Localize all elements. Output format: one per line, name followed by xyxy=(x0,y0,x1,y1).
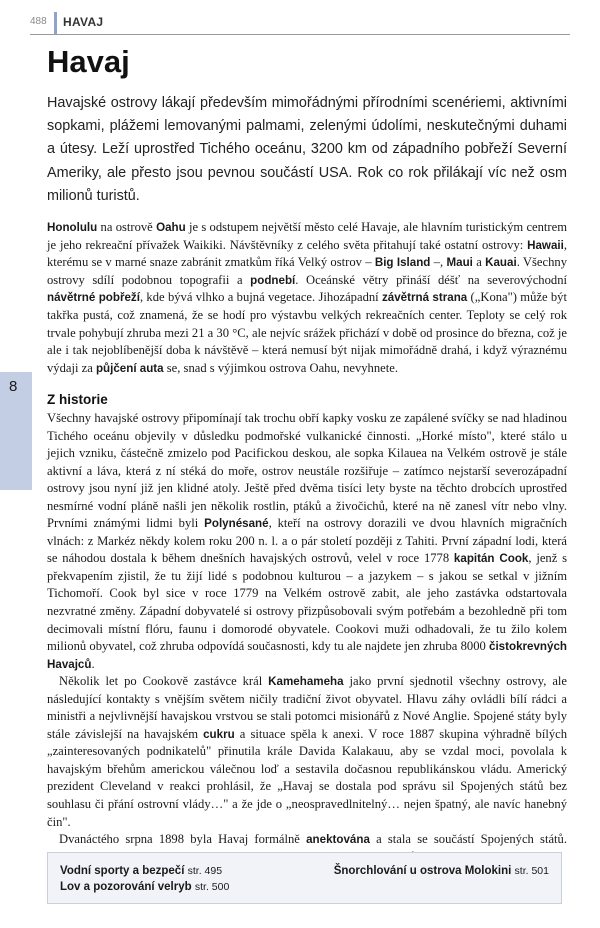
cross-reference-right xyxy=(334,863,549,879)
cross-reference-box xyxy=(47,852,562,904)
bold-term: čistokrevných Havajců xyxy=(47,640,567,671)
bold-term: podnebí xyxy=(250,273,296,287)
cross-reference-page: str. 500 xyxy=(194,881,230,893)
bold-term: Polynésané xyxy=(204,517,269,531)
lead-paragraph: Havajské ostrovy lákají především mimořádnými přírodními scenériemi, aktivními sopkami, plážemi lemovanými palmami, zelenými údolími, neskutečnými duhami a útesy. Leží uprostřed Tichého oceánu, 3200 km od západního pobřeží Severní Ameriky, ale přesto jsou pevnou součástí USA. Rok co rok přilákají víc než osm milionů turistů. xyxy=(47,95,567,204)
history-heading: Z historie xyxy=(47,392,108,407)
bold-term: Kauai xyxy=(485,256,517,270)
bold-term: Kamehameha xyxy=(268,675,344,689)
bold-term: závětrná strana xyxy=(381,291,468,305)
header-divider xyxy=(54,12,57,34)
cross-reference-page: str. 501 xyxy=(514,865,549,877)
page-title: Havaj xyxy=(47,44,130,79)
chapter-tab xyxy=(0,372,32,490)
history-paragraph-3: Dvanáctého srpna 1898 byla Havaj formálně anektována a stala se součástí Spojených států. xyxy=(59,832,567,847)
cross-reference-label: Šnorchlování u ostrova Molokini xyxy=(333,865,512,877)
bold-term: Hawaii xyxy=(527,238,564,252)
page-number: 488 xyxy=(30,16,47,27)
cross-reference-page: str. 495 xyxy=(187,865,223,877)
history-paragraph-1: Všechny havajské ostrovy připomínají tak trochu obří kapky vosku ze zapálené svíčky se nad hladinou Tichého oceánu objevily v důsledku podmořské vulkanické činnosti. „Horké místo", které stálo u jejich vzniku, částečně zmizelo pod Pacifickou deskou, ale sopka Kilauea na Velkém ostrově je stále aktivní a láva, která z ní stéká do moře, ostrov neustále rozšiřuje – zatímco nejstarší severozápadní ostrovy jsou nyní již jen klidné atoly. Ještě před dvěma tisíci lety byste na těchto drobcích uprostřed nesmírné vodní pláně našli jen několik rostlin, ptáků a živočichů, které na ně zanesl vítr nebo vlny. Prvními známými lidmi byli Polynésané, kteří na ostrovy dorazili ve dvou hlavních migračních vlnách: z Markéz někdy kolem roku 200 n. l. a o pár století později z Tahiti. První západní lodi, která se náhodou dostala k během dnešních havajských ostrovů, velel v roce 1778 kapitán Cook, jenž s překvapením zjistil, že tu žijí lidé s podobnou kulturou – a jazykem – s jakou se setkal v jižním Tichomoří. Cook byl sice v roce 1779 na Velkém ostrově zabit, ale jeho zastávka odstartovala nezvratné změny. Západní dobyvatelé si ostrovy přizpůsobovali svým potřebám a bezohledně při tom decimovali místní flóru, faunu i domorodé obyvatele. Cookovi muži odhadovali, že tu žilo kolem milionů obyvatel, což zhruba odpovídá současnosti, kdy tu ale najdete jen zhruba 8000 čistokrevných Havajců. xyxy=(47,411,567,671)
history-text xyxy=(47,410,567,866)
bold-term: půjčení auta xyxy=(95,361,164,375)
bold-term: cukru xyxy=(203,727,235,741)
bold-term: anektována xyxy=(306,833,370,847)
bold-term: Maui xyxy=(446,256,473,270)
bold-term: Honolulu xyxy=(47,221,98,234)
bold-term: návětrné pobřeží xyxy=(47,291,140,305)
running-header xyxy=(30,12,570,35)
cross-reference-item xyxy=(60,863,229,879)
bold-term: Big Island xyxy=(374,256,431,270)
cross-reference-label: Lov a pozorování velryb xyxy=(60,881,192,893)
history-paragraph-2: Několik let po Cookově zastávce král Kamehameha jako první sjednotil všechny ostrovy, ale následující kontakty s vnějším světem ničily tradiční život obyvatel. Hlavu záhy ovládli bílí rádci a ministři a nejvlivnější havajskou vrstvou se stali potomci misionářů z Nové Anglie. Spojené státy byly stále závislejší na havajském cukru a situace spěla k anexi. V roce 1887 skupina výhradně bílých „zainteresovaných podnikatelů" přinutila krále Davida Kalakauu, aby se vzdal moci, povolala k havajským břehům americkou válečnou loď a sestavila dočasnou republikánskou vládu. Americký prezident Cleveland v reakci prohlásil, že „Havaj se dostala pod správu sil Spojených států bez souhlasu či přání ostrovní vlády…" a že jde o „neospravedlnitelný… nejen špatný, ale navíc hanebný čin". xyxy=(47,674,567,829)
running-title: HAVAJ xyxy=(63,15,104,29)
cross-reference-left xyxy=(60,863,229,895)
bold-term: Oahu xyxy=(156,221,186,234)
cross-reference-label: Vodní sporty a bezpečí xyxy=(60,865,185,877)
bold-term: kapitán Cook xyxy=(453,552,529,566)
cross-reference-item xyxy=(60,879,229,895)
intro-paragraph: Honolulu na ostrově Oahu je s odstupem největší město celé Havaje, ale hlavním turistickým centrem je jeho rekreační přívažek Waikiki. Návštěvníky z celého světa přitahují také ostatní ostrovy: Hawaii, kterému se v marné snaze zabránit zmatkům říká Velký ostrov – Big Island –, Maui a Kauai. Všechny ostrovy sdílí podobnou topografii a podnebí. Oceánské větry přináší déšť na severovýchodní návětrné pobřeží, kde bývá vlhko a bujná vegetace. Jihozápadní závětrná strana („Kona") může být takřka pustá, což znamená, že se hodí pro výstavbu velkých rekreačních center. Teploty se celý rok trvale pohybují zhruba mezi 21 a 30 °C, ale nejvíc srážek přichází v době od prosince do března, což je ale i tak nejoblíbenější doba k návštěvě – která nemusí být nijak mimořádně drahá, i když výraznému výdaji za půjčení auta se, snad s výjimkou ostrova Oahu, nevyhnete. xyxy=(47,220,567,375)
chapter-number: 8 xyxy=(9,378,18,395)
